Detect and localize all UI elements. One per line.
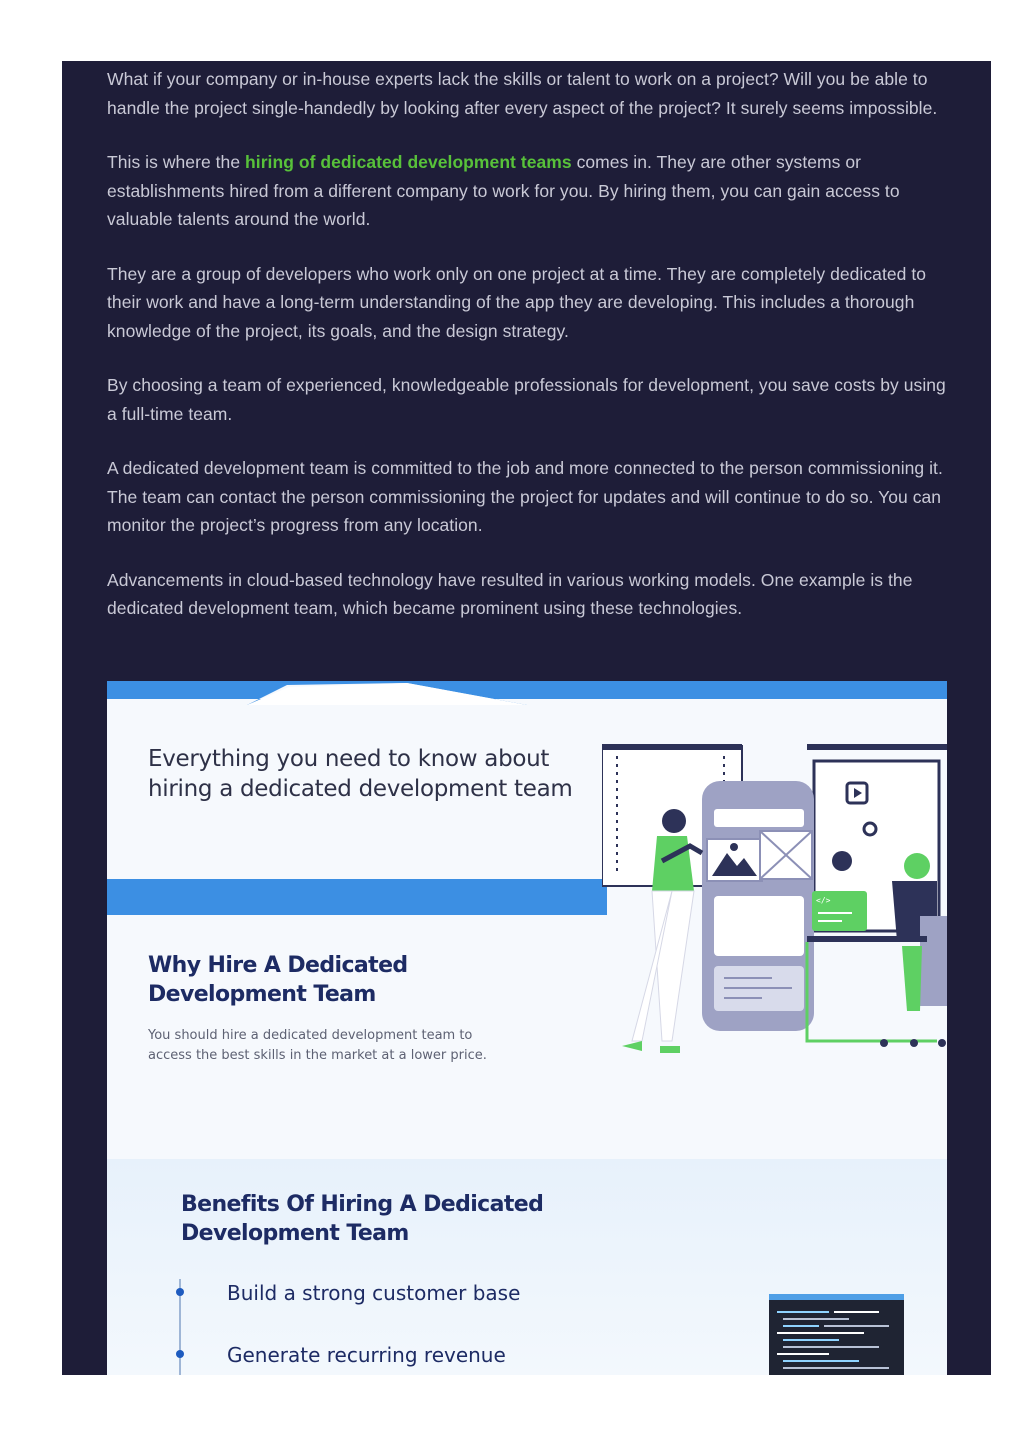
paragraph-2-end: comes in. They are other systems or establishments hired from a different company to work for you. By hiring them, you can gain access to valuable talents around the world.: [107, 152, 900, 229]
paragraph-1: What if your company or in-house experts lack the skills or talent to work on a project? Will you be able to handle the project single-handedly by looking after every aspect of the project? It surely seems impossible.: [107, 69, 938, 118]
code-window-illustration: [769, 1294, 904, 1375]
dedicated-teams-link[interactable]: hiring of dedicated development teams: [245, 152, 572, 172]
paragraph-2-start: This is where the: [107, 152, 246, 172]
article-body: [107, 65, 957, 649]
image-icon: [707, 839, 762, 881]
top-wave-band: [107, 681, 947, 705]
timeline-dot: [176, 1288, 184, 1296]
why-hire-text: You should hire a dedicated development team to access the best skills in the market at a lower price.: [148, 1028, 487, 1063]
benefits-heading: Benefits Of Hiring A Dedicated Development Team: [181, 1192, 544, 1246]
paragraph-3: They are a group of developers who work only on one project at a time. They are completely dedicated to their work and have a long-term understanding of the app they are developing. This includes a thorough knowledge of the project, its goals, and the design strategy.: [107, 263, 927, 341]
blue-divider-band: [107, 879, 607, 915]
code-tag-icon: </>: [816, 896, 831, 905]
paragraph-5: A dedicated development team is committed to the job and more connected to the person commissioning it. The team can contact the person commissioning the project for updates and will continue to do so. You can monitor the project’s progress from any location.: [107, 458, 943, 535]
infographic-title: Everything you need to know about hiring a dedicated development team: [148, 746, 573, 802]
article-panel: [62, 61, 991, 1375]
benefit-item: Build a strong customer base: [227, 1281, 521, 1305]
benefit-item: Generate recurring revenue: [227, 1343, 506, 1367]
paragraph-6: Advancements in cloud-based technology have resulted in various working models. One example is the dedicated development team, which became prominent using these technologies.: [107, 569, 913, 618]
timeline-dot: [176, 1350, 184, 1358]
team-illustration: [602, 741, 947, 1081]
paragraph-2: [107, 148, 957, 234]
why-hire-heading: Why Hire A Dedicated Development Team: [148, 953, 408, 1007]
infographic: [107, 681, 947, 1375]
paragraph-4: By choosing a team of experienced, knowledgeable professionals for development, you save costs by using a full-time team.: [107, 375, 946, 424]
